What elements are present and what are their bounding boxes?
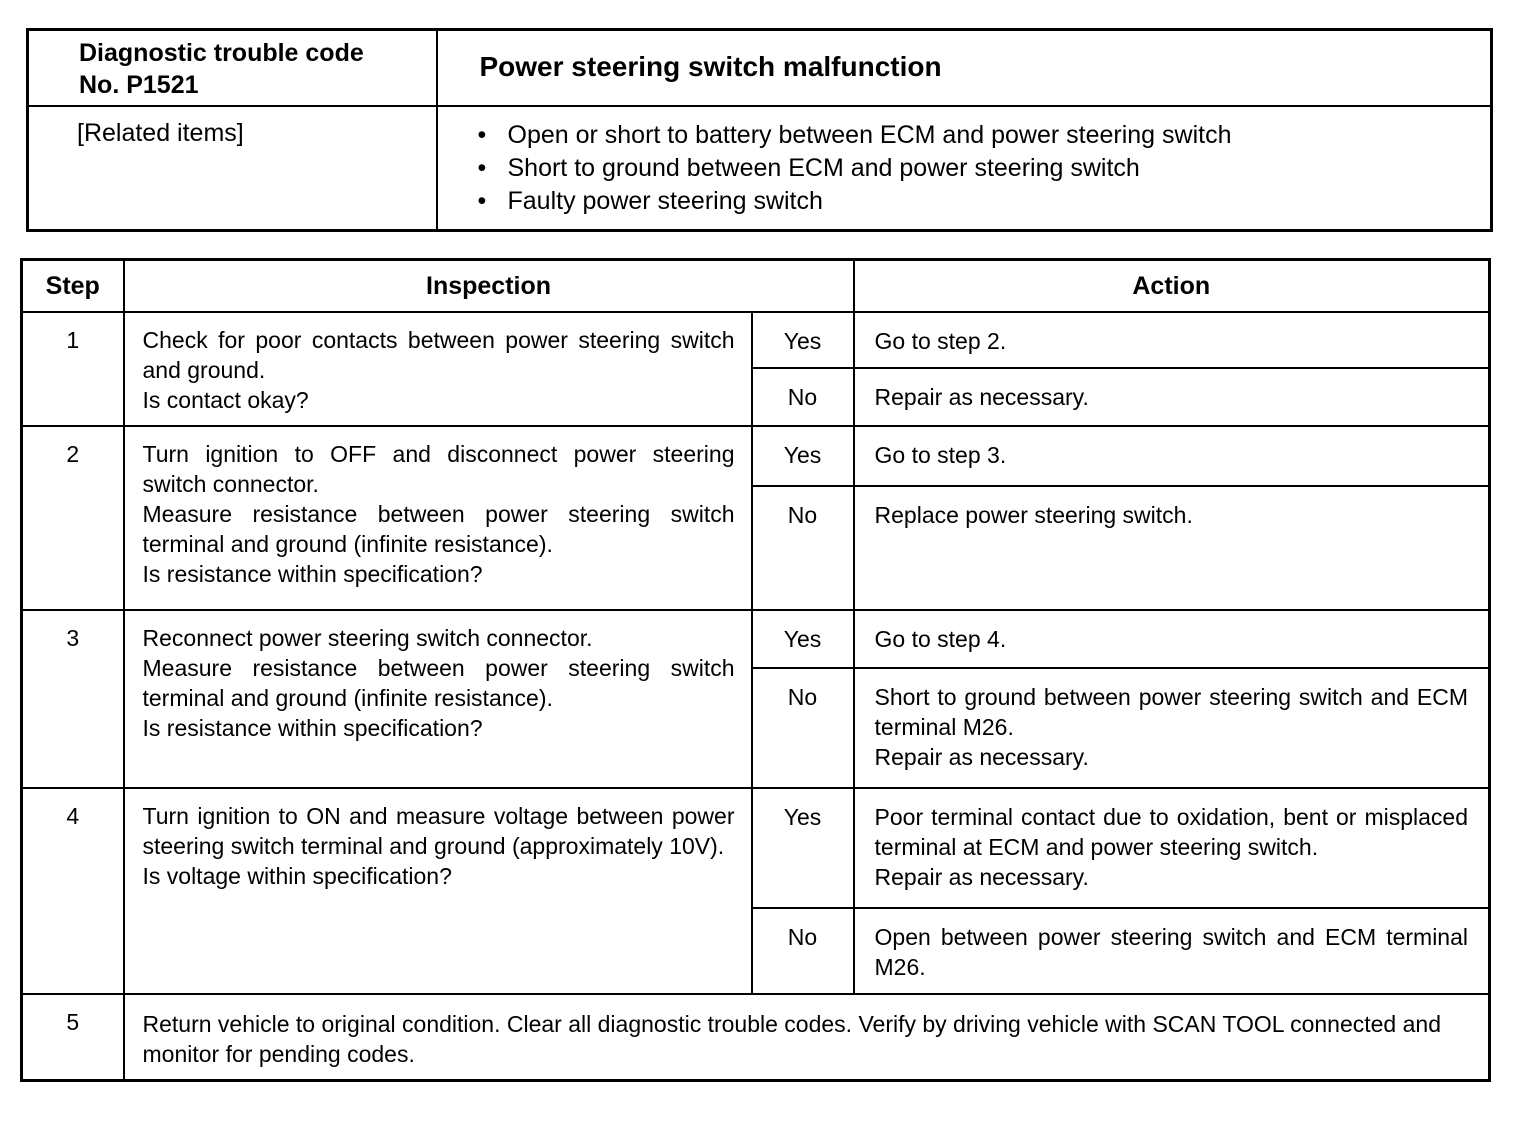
- action-text: Go to step 3.: [874, 442, 1007, 468]
- related-items-cell: [437, 106, 1492, 231]
- action-header: Action: [854, 260, 1490, 313]
- no-action: [854, 486, 1490, 610]
- no-label: No: [752, 668, 854, 788]
- step-number: 5: [22, 994, 124, 1080]
- no-label: No: [752, 908, 854, 994]
- action-text: Open between power steering switch and ECM terminal M26.: [874, 924, 1469, 980]
- table-row: [22, 426, 1490, 486]
- related-item: • Short to ground between ECM and power steering switch: [478, 152, 1491, 185]
- inspection-cell: [124, 426, 752, 610]
- action-text: Short to ground between power steering switch and ECM terminal M26.: [874, 684, 1469, 740]
- inspection-cell: [124, 788, 752, 994]
- inspection-text: Is resistance within specification?: [142, 561, 483, 587]
- no-action: [854, 908, 1490, 994]
- related-items-list: [478, 119, 1491, 218]
- dtc-title: Power steering switch malfunction: [437, 30, 1492, 107]
- step-number: 4: [22, 788, 124, 994]
- no-action: [854, 368, 1490, 426]
- action-text: Go to step 2.: [874, 328, 1007, 354]
- inspection-text: Is resistance within specification?: [142, 715, 483, 741]
- table-row: [22, 610, 1490, 668]
- inspection-text: Turn ignition to OFF and disconnect power steering switch connector.: [142, 441, 735, 497]
- dtc-code-number: No. P1521: [79, 71, 199, 99]
- inspection-text: Is contact okay?: [142, 387, 309, 413]
- inspection-text: Turn ignition to ON and measure voltage between power steering switch terminal and ground (approximately 10V).: [142, 803, 735, 859]
- dtc-code-label: Diagnostic trouble code: [79, 39, 364, 67]
- step-number: 1: [22, 312, 124, 426]
- yes-label: Yes: [752, 426, 854, 486]
- yes-label: Yes: [752, 610, 854, 668]
- action-text: Poor terminal contact due to oxidation, bent or misplaced terminal at ECM and power steering switch.: [874, 804, 1469, 860]
- yes-action: [854, 788, 1490, 908]
- header-row: [22, 260, 1490, 313]
- dtc-header-table: [26, 28, 1493, 232]
- table-row: [22, 788, 1490, 908]
- final-step-text: Return vehicle to original condition. Clear all diagnostic trouble codes. Verify by driving vehicle with SCAN TOOL connected and monitor for pending codes.: [124, 994, 1490, 1080]
- action-text: Go to step 4.: [874, 626, 1007, 652]
- related-item: • Open or short to battery between ECM and power steering switch: [478, 119, 1491, 152]
- no-label: No: [752, 486, 854, 610]
- action-text: Repair as necessary.: [874, 744, 1089, 770]
- yes-label: Yes: [752, 312, 854, 368]
- inspection-text: Measure resistance between power steering switch terminal and ground (infinite resistance).: [142, 501, 735, 557]
- yes-action: [854, 426, 1490, 486]
- yes-label: Yes: [752, 788, 854, 908]
- inspection-text: Is voltage within specification?: [142, 863, 452, 889]
- action-text: Replace power steering switch.: [874, 502, 1193, 528]
- action-text: Repair as necessary.: [874, 384, 1089, 410]
- table-row: [22, 312, 1490, 368]
- action-text: Repair as necessary.: [874, 864, 1089, 890]
- inspection-header: Inspection: [124, 260, 854, 313]
- no-action: [854, 668, 1490, 788]
- dtc-code-cell: [28, 30, 437, 107]
- table-row: [22, 994, 1490, 1080]
- no-label: No: [752, 368, 854, 426]
- inspection-text: Measure resistance between power steering switch terminal and ground (infinite resistance).: [142, 655, 735, 711]
- yes-action: [854, 610, 1490, 668]
- related-item: • Faulty power steering switch: [478, 185, 1491, 218]
- inspection-cell: [124, 610, 752, 788]
- inspection-text: Reconnect power steering switch connector.: [142, 625, 593, 651]
- procedure-table: [20, 258, 1491, 1082]
- inspection-cell: [124, 312, 752, 426]
- related-items-label: [Related items]: [28, 106, 437, 231]
- step-number: 3: [22, 610, 124, 788]
- step-number: 2: [22, 426, 124, 610]
- yes-action: [854, 312, 1490, 368]
- inspection-text: Check for poor contacts between power steering switch and ground.: [142, 327, 735, 383]
- step-header: Step: [22, 260, 124, 313]
